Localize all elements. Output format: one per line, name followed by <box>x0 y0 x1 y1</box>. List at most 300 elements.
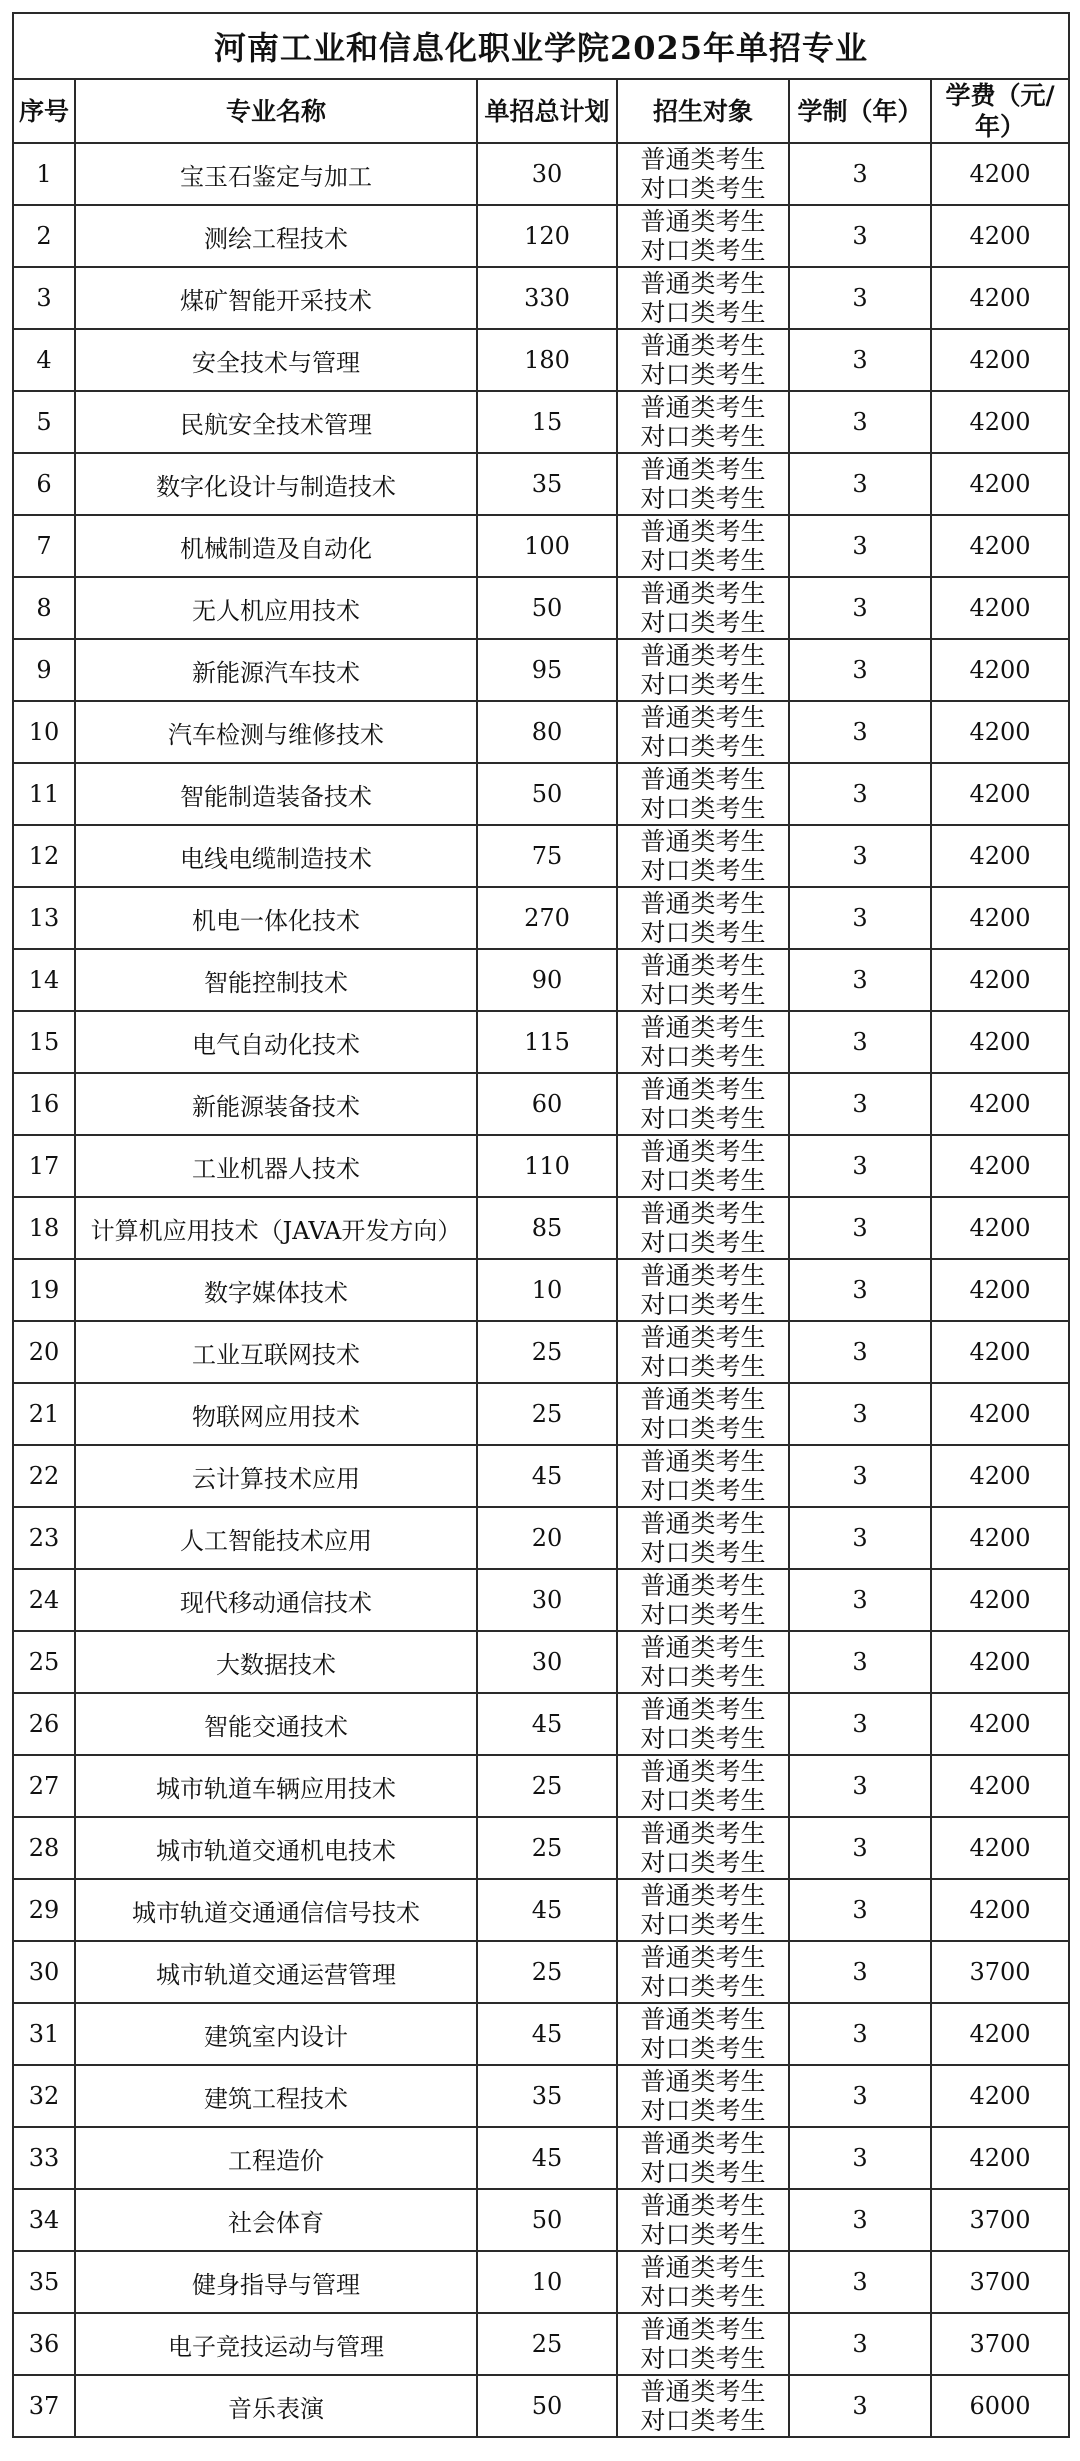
cell-major: 宝玉石鉴定与加工 <box>75 143 477 205</box>
cell-duration: 3 <box>789 1631 931 1693</box>
cell-index: 25 <box>13 1631 75 1693</box>
cell-fee: 4200 <box>931 1259 1069 1321</box>
cell-major: 工业机器人技术 <box>75 1135 477 1197</box>
target-vocational: 对口类考生 <box>640 732 766 761</box>
cell-major: 智能控制技术 <box>75 949 477 1011</box>
cell-index: 31 <box>13 2003 75 2065</box>
cell-index: 20 <box>13 1321 75 1383</box>
target-vocational: 对口类考生 <box>640 1848 766 1877</box>
cell-plan: 25 <box>477 2313 617 2375</box>
cell-duration: 3 <box>789 329 931 391</box>
cell-duration: 3 <box>789 763 931 825</box>
cell-major: 民航安全技术管理 <box>75 391 477 453</box>
cell-major: 工业互联网技术 <box>75 1321 477 1383</box>
cell-plan: 180 <box>477 329 617 391</box>
cell-plan: 30 <box>477 1631 617 1693</box>
cell-plan: 100 <box>477 515 617 577</box>
cell-major: 大数据技术 <box>75 1631 477 1693</box>
target-general: 普通类考生 <box>640 703 766 732</box>
table-row <box>13 1879 1069 1941</box>
target-general: 普通类考生 <box>640 2005 766 2034</box>
cell-fee: 3700 <box>931 2313 1069 2375</box>
target-vocational: 对口类考生 <box>640 1042 766 1071</box>
cell-index: 14 <box>13 949 75 1011</box>
target-vocational: 对口类考生 <box>640 1166 766 1195</box>
cell-duration: 3 <box>789 1321 931 1383</box>
cell-fee: 4200 <box>931 1383 1069 1445</box>
cell-plan: 25 <box>477 1817 617 1879</box>
cell-major: 汽车检测与维修技术 <box>75 701 477 763</box>
target-general: 普通类考生 <box>640 1323 766 1352</box>
cell-major: 音乐表演 <box>75 2375 477 2437</box>
cell-target <box>617 1197 789 1259</box>
cell-duration: 3 <box>789 1197 931 1259</box>
cell-duration: 3 <box>789 1011 931 1073</box>
table-row <box>13 2251 1069 2313</box>
cell-fee: 4200 <box>931 143 1069 205</box>
cell-target <box>617 205 789 267</box>
target-vocational: 对口类考生 <box>640 2406 766 2435</box>
target-vocational: 对口类考生 <box>640 2344 766 2373</box>
cell-target <box>617 825 789 887</box>
target-vocational: 对口类考生 <box>640 2282 766 2311</box>
cell-plan: 115 <box>477 1011 617 1073</box>
header-plan: 单招总计划 <box>477 79 617 143</box>
cell-index: 4 <box>13 329 75 391</box>
table-row <box>13 577 1069 639</box>
target-vocational: 对口类考生 <box>640 2034 766 2063</box>
cell-duration: 3 <box>789 1879 931 1941</box>
table-row <box>13 453 1069 515</box>
target-general: 普通类考生 <box>640 1261 766 1290</box>
cell-duration: 3 <box>789 2313 931 2375</box>
cell-target <box>617 1259 789 1321</box>
cell-fee: 4200 <box>931 1073 1069 1135</box>
cell-index: 16 <box>13 1073 75 1135</box>
target-vocational: 对口类考生 <box>640 174 766 203</box>
cell-index: 2 <box>13 205 75 267</box>
cell-major: 建筑工程技术 <box>75 2065 477 2127</box>
cell-fee: 3700 <box>931 2251 1069 2313</box>
cell-target <box>617 1941 789 2003</box>
target-general: 普通类考生 <box>640 641 766 670</box>
cell-fee: 4200 <box>931 205 1069 267</box>
cell-fee: 4200 <box>931 763 1069 825</box>
cell-fee: 4200 <box>931 1631 1069 1693</box>
cell-fee: 4200 <box>931 1445 1069 1507</box>
cell-major: 健身指导与管理 <box>75 2251 477 2313</box>
target-general: 普通类考生 <box>640 1881 766 1910</box>
cell-target <box>617 763 789 825</box>
target-general: 普通类考生 <box>640 1385 766 1414</box>
cell-target <box>617 1879 789 1941</box>
target-vocational: 对口类考生 <box>640 1538 766 1567</box>
cell-plan: 60 <box>477 1073 617 1135</box>
cell-index: 29 <box>13 1879 75 1941</box>
cell-index: 8 <box>13 577 75 639</box>
cell-fee: 4200 <box>931 1693 1069 1755</box>
cell-plan: 110 <box>477 1135 617 1197</box>
target-general: 普通类考生 <box>640 2191 766 2220</box>
cell-target <box>617 639 789 701</box>
cell-plan: 90 <box>477 949 617 1011</box>
table-row <box>13 205 1069 267</box>
target-general: 普通类考生 <box>640 393 766 422</box>
cell-major: 现代移动通信技术 <box>75 1569 477 1631</box>
table-row <box>13 1631 1069 1693</box>
target-general: 普通类考生 <box>640 2315 766 2344</box>
cell-major: 建筑室内设计 <box>75 2003 477 2065</box>
cell-target <box>617 1569 789 1631</box>
cell-major: 机械制造及自动化 <box>75 515 477 577</box>
cell-index: 35 <box>13 2251 75 2313</box>
target-vocational: 对口类考生 <box>640 1104 766 1133</box>
target-vocational: 对口类考生 <box>640 422 766 451</box>
table-row <box>13 1135 1069 1197</box>
cell-major: 煤矿智能开采技术 <box>75 267 477 329</box>
cell-index: 33 <box>13 2127 75 2189</box>
cell-index: 9 <box>13 639 75 701</box>
cell-fee: 4200 <box>931 1879 1069 1941</box>
target-vocational: 对口类考生 <box>640 608 766 637</box>
cell-target <box>617 887 789 949</box>
cell-duration: 3 <box>789 2127 931 2189</box>
cell-fee: 4200 <box>931 1507 1069 1569</box>
cell-index: 12 <box>13 825 75 887</box>
cell-duration: 3 <box>789 1445 931 1507</box>
cell-plan: 10 <box>477 1259 617 1321</box>
cell-duration: 3 <box>789 453 931 515</box>
target-general: 普通类考生 <box>640 1447 766 1476</box>
target-vocational: 对口类考生 <box>640 1600 766 1629</box>
cell-duration: 3 <box>789 577 931 639</box>
target-general: 普通类考生 <box>640 1013 766 1042</box>
cell-major: 城市轨道交通运营管理 <box>75 1941 477 2003</box>
table-row <box>13 1755 1069 1817</box>
cell-fee: 4200 <box>931 825 1069 887</box>
header-duration: 学制（年） <box>789 79 931 143</box>
cell-index: 30 <box>13 1941 75 2003</box>
cell-major: 城市轨道车辆应用技术 <box>75 1755 477 1817</box>
cell-fee: 4200 <box>931 329 1069 391</box>
cell-duration: 3 <box>789 205 931 267</box>
cell-duration: 3 <box>789 887 931 949</box>
table-row <box>13 825 1069 887</box>
cell-target <box>617 1011 789 1073</box>
table-row <box>13 515 1069 577</box>
table-row <box>13 2065 1069 2127</box>
cell-index: 7 <box>13 515 75 577</box>
cell-fee: 4200 <box>931 515 1069 577</box>
admissions-table-sheet <box>12 12 1068 2438</box>
cell-target <box>617 1383 789 1445</box>
cell-plan: 50 <box>477 577 617 639</box>
cell-index: 19 <box>13 1259 75 1321</box>
cell-major: 测绘工程技术 <box>75 205 477 267</box>
target-general: 普通类考生 <box>640 2253 766 2282</box>
cell-index: 27 <box>13 1755 75 1817</box>
cell-plan: 20 <box>477 1507 617 1569</box>
target-vocational: 对口类考生 <box>640 2220 766 2249</box>
cell-index: 24 <box>13 1569 75 1631</box>
cell-duration: 3 <box>789 267 931 329</box>
target-general: 普通类考生 <box>640 951 766 980</box>
majors-table <box>12 12 1070 2438</box>
cell-duration: 3 <box>789 2003 931 2065</box>
cell-major: 社会体育 <box>75 2189 477 2251</box>
cell-index: 26 <box>13 1693 75 1755</box>
cell-index: 34 <box>13 2189 75 2251</box>
cell-index: 11 <box>13 763 75 825</box>
cell-index: 5 <box>13 391 75 453</box>
cell-duration: 3 <box>789 1073 931 1135</box>
target-vocational: 对口类考生 <box>640 1414 766 1443</box>
table-row <box>13 1197 1069 1259</box>
cell-major: 电子竞技运动与管理 <box>75 2313 477 2375</box>
cell-target <box>617 1755 789 1817</box>
cell-target <box>617 2313 789 2375</box>
table-row <box>13 763 1069 825</box>
cell-plan: 120 <box>477 205 617 267</box>
header-fee: 学费（元/年） <box>931 79 1069 143</box>
target-general: 普通类考生 <box>640 2129 766 2158</box>
cell-duration: 3 <box>789 391 931 453</box>
cell-duration: 3 <box>789 2375 931 2437</box>
cell-target <box>617 515 789 577</box>
cell-fee: 4200 <box>931 1321 1069 1383</box>
cell-target <box>617 2251 789 2313</box>
cell-plan: 45 <box>477 1445 617 1507</box>
table-row <box>13 143 1069 205</box>
table-title: 河南工业和信息化职业学院2025年单招专业 <box>13 13 1069 79</box>
cell-target <box>617 1073 789 1135</box>
cell-index: 28 <box>13 1817 75 1879</box>
cell-duration: 3 <box>789 1693 931 1755</box>
cell-major: 城市轨道交通机电技术 <box>75 1817 477 1879</box>
cell-index: 37 <box>13 2375 75 2437</box>
cell-plan: 45 <box>477 1693 617 1755</box>
target-general: 普通类考生 <box>640 1695 766 1724</box>
cell-duration: 3 <box>789 2251 931 2313</box>
cell-plan: 10 <box>477 2251 617 2313</box>
cell-fee: 4200 <box>931 2127 1069 2189</box>
cell-fee: 3700 <box>931 2189 1069 2251</box>
cell-index: 18 <box>13 1197 75 1259</box>
target-vocational: 对口类考生 <box>640 1910 766 1939</box>
target-general: 普通类考生 <box>640 455 766 484</box>
cell-major: 人工智能技术应用 <box>75 1507 477 1569</box>
cell-target <box>617 701 789 763</box>
cell-plan: 270 <box>477 887 617 949</box>
table-row <box>13 1383 1069 1445</box>
table-row <box>13 887 1069 949</box>
cell-target <box>617 2375 789 2437</box>
table-row <box>13 1321 1069 1383</box>
header-major: 专业名称 <box>75 79 477 143</box>
table-row <box>13 639 1069 701</box>
cell-index: 22 <box>13 1445 75 1507</box>
cell-plan: 50 <box>477 763 617 825</box>
cell-major: 新能源汽车技术 <box>75 639 477 701</box>
cell-fee: 4200 <box>931 267 1069 329</box>
target-general: 普通类考生 <box>640 145 766 174</box>
cell-duration: 3 <box>789 1941 931 2003</box>
cell-major: 安全技术与管理 <box>75 329 477 391</box>
cell-fee: 4200 <box>931 639 1069 701</box>
cell-target <box>617 143 789 205</box>
target-general: 普通类考生 <box>640 1199 766 1228</box>
cell-fee: 4200 <box>931 2065 1069 2127</box>
cell-target <box>617 453 789 515</box>
target-vocational: 对口类考生 <box>640 2096 766 2125</box>
cell-index: 13 <box>13 887 75 949</box>
cell-plan: 75 <box>477 825 617 887</box>
target-vocational: 对口类考生 <box>640 2158 766 2187</box>
cell-plan: 95 <box>477 639 617 701</box>
cell-duration: 3 <box>789 1569 931 1631</box>
table-row <box>13 701 1069 763</box>
cell-plan: 25 <box>477 1383 617 1445</box>
cell-index: 10 <box>13 701 75 763</box>
cell-plan: 25 <box>477 1755 617 1817</box>
target-vocational: 对口类考生 <box>640 1724 766 1753</box>
header-row <box>13 79 1069 143</box>
cell-plan: 50 <box>477 2375 617 2437</box>
cell-index: 17 <box>13 1135 75 1197</box>
cell-major: 无人机应用技术 <box>75 577 477 639</box>
cell-plan: 15 <box>477 391 617 453</box>
cell-target <box>617 1631 789 1693</box>
target-vocational: 对口类考生 <box>640 1352 766 1381</box>
table-row <box>13 2375 1069 2437</box>
cell-target <box>617 2189 789 2251</box>
target-general: 普通类考生 <box>640 1819 766 1848</box>
target-vocational: 对口类考生 <box>640 360 766 389</box>
cell-fee: 4200 <box>931 949 1069 1011</box>
cell-duration: 3 <box>789 515 931 577</box>
cell-fee: 4200 <box>931 2003 1069 2065</box>
cell-major: 智能制造装备技术 <box>75 763 477 825</box>
cell-fee: 4200 <box>931 1569 1069 1631</box>
cell-fee: 4200 <box>931 1817 1069 1879</box>
cell-duration: 3 <box>789 2065 931 2127</box>
target-general: 普通类考生 <box>640 207 766 236</box>
target-general: 普通类考生 <box>640 579 766 608</box>
cell-plan: 30 <box>477 1569 617 1631</box>
cell-plan: 25 <box>477 1941 617 2003</box>
cell-plan: 30 <box>477 143 617 205</box>
target-general: 普通类考生 <box>640 1943 766 1972</box>
target-general: 普通类考生 <box>640 331 766 360</box>
cell-major: 云计算技术应用 <box>75 1445 477 1507</box>
cell-index: 15 <box>13 1011 75 1073</box>
table-row <box>13 267 1069 329</box>
target-general: 普通类考生 <box>640 1571 766 1600</box>
cell-target <box>617 267 789 329</box>
target-vocational: 对口类考生 <box>640 546 766 575</box>
cell-fee: 4200 <box>931 577 1069 639</box>
table-row <box>13 1817 1069 1879</box>
cell-target <box>617 949 789 1011</box>
cell-duration: 3 <box>789 1259 931 1321</box>
cell-target <box>617 2003 789 2065</box>
table-row <box>13 2189 1069 2251</box>
target-general: 普通类考生 <box>640 1509 766 1538</box>
table-row <box>13 329 1069 391</box>
cell-fee: 6000 <box>931 2375 1069 2437</box>
table-row <box>13 2313 1069 2375</box>
target-vocational: 对口类考生 <box>640 918 766 947</box>
cell-target <box>617 1507 789 1569</box>
cell-major: 工程造价 <box>75 2127 477 2189</box>
table-row <box>13 2003 1069 2065</box>
cell-index: 1 <box>13 143 75 205</box>
target-vocational: 对口类考生 <box>640 1662 766 1691</box>
cell-major: 电气自动化技术 <box>75 1011 477 1073</box>
header-index: 序号 <box>13 79 75 143</box>
table-row <box>13 1693 1069 1755</box>
table-row <box>13 949 1069 1011</box>
header-target: 招生对象 <box>617 79 789 143</box>
target-vocational: 对口类考生 <box>640 670 766 699</box>
cell-plan: 330 <box>477 267 617 329</box>
cell-major: 数字化设计与制造技术 <box>75 453 477 515</box>
target-vocational: 对口类考生 <box>640 794 766 823</box>
target-vocational: 对口类考生 <box>640 1290 766 1319</box>
cell-plan: 25 <box>477 1321 617 1383</box>
cell-major: 智能交通技术 <box>75 1693 477 1755</box>
cell-target <box>617 329 789 391</box>
target-vocational: 对口类考生 <box>640 1476 766 1505</box>
cell-target <box>617 1817 789 1879</box>
cell-index: 3 <box>13 267 75 329</box>
cell-major: 新能源装备技术 <box>75 1073 477 1135</box>
target-general: 普通类考生 <box>640 1633 766 1662</box>
cell-duration: 3 <box>789 2189 931 2251</box>
target-vocational: 对口类考生 <box>640 1228 766 1257</box>
table-body <box>13 143 1069 2437</box>
cell-fee: 4200 <box>931 453 1069 515</box>
target-vocational: 对口类考生 <box>640 236 766 265</box>
cell-plan: 35 <box>477 453 617 515</box>
table-row <box>13 1011 1069 1073</box>
cell-fee: 4200 <box>931 1011 1069 1073</box>
cell-plan: 85 <box>477 1197 617 1259</box>
table-row <box>13 1445 1069 1507</box>
target-general: 普通类考生 <box>640 517 766 546</box>
cell-major: 城市轨道交通通信信号技术 <box>75 1879 477 1941</box>
target-general: 普通类考生 <box>640 2067 766 2096</box>
cell-fee: 4200 <box>931 701 1069 763</box>
target-general: 普通类考生 <box>640 1137 766 1166</box>
table-row <box>13 2127 1069 2189</box>
cell-plan: 50 <box>477 2189 617 2251</box>
target-vocational: 对口类考生 <box>640 298 766 327</box>
cell-plan: 45 <box>477 2003 617 2065</box>
cell-major: 数字媒体技术 <box>75 1259 477 1321</box>
target-general: 普通类考生 <box>640 1075 766 1104</box>
cell-duration: 3 <box>789 701 931 763</box>
cell-duration: 3 <box>789 1507 931 1569</box>
target-vocational: 对口类考生 <box>640 980 766 1009</box>
cell-index: 6 <box>13 453 75 515</box>
cell-target <box>617 2065 789 2127</box>
cell-index: 23 <box>13 1507 75 1569</box>
table-row <box>13 391 1069 453</box>
cell-duration: 3 <box>789 1817 931 1879</box>
cell-major: 计算机应用技术（JAVA开发方向） <box>75 1197 477 1259</box>
cell-fee: 4200 <box>931 887 1069 949</box>
